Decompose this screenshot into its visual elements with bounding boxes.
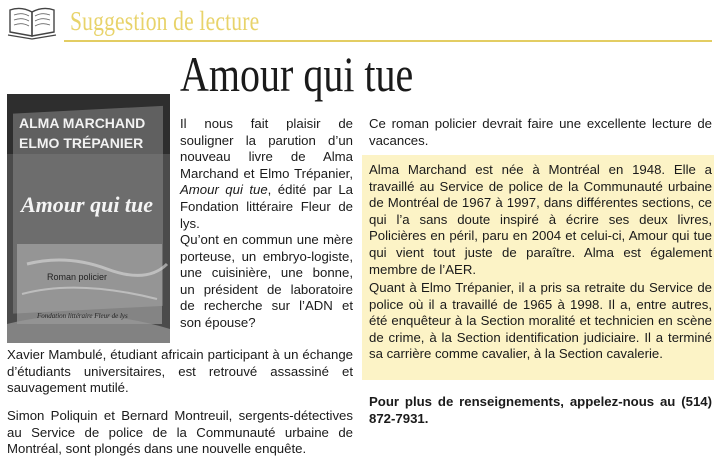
cover-publisher: Fondation littéraire Fleur de lys	[37, 312, 128, 320]
article-title: Amour qui tue	[180, 46, 414, 102]
contact-info: Pour plus de renseignements, appelez-nous au (514) 872-7931.	[369, 394, 712, 426]
cover-author-2: ELMO TRÉPANIER	[19, 135, 144, 151]
cover-title: Amour qui tue	[21, 192, 154, 217]
open-book-icon	[6, 2, 62, 40]
plot-paragraph-2: Simon Poliquin et Bernard Montreuil, sergents-détectives au Service de police de la Communauté urbaine de Montréal, sont plongés dans une nouvelle enquête.	[7, 408, 353, 457]
header-divider	[64, 40, 712, 42]
cover-genre: Roman policier	[47, 272, 108, 282]
question-paragraph: Qu’ont en commun une mère porteuse, un embryo-logiste, une cuisinière, une bonne, un président de laboratoire de recherche sur l’ADN et son épouse?	[180, 232, 353, 330]
bio-alma: Alma Marchand est née à Montréal en 1948. Elle a travaillé au Service de police de la Communauté urbaine de Montréal de 1967 à 1997, dans différentes sections, ce qui l’a sans doute inspiré à écrire ses deux livres, Policières en péril, paru en 2004 et celui-ci, Amour qui tue qui vient tout juste de paraître. Alma est également membre de l’AER.	[369, 162, 712, 277]
bio-elmo: Quant à Elmo Trépanier, il a pris sa retraite du Service de police où il a travaillé de 1965 à 1998. Il a, entre autres, été enquêteur à la Section moralité et technicien en scène de crime, à la Section identification judiciaire. Il a terminé sa carrière comme cavalier, à la Section cavalerie.	[369, 280, 712, 362]
section-header	[0, 0, 720, 48]
cover-author-1: ALMA MARCHAND	[19, 115, 146, 131]
intro-paragraph: Il nous fait plaisir de souligner la parution d’un nouveau livre de Alma Marchand et Elmo Trépanier, Amour qui tue, édité par La Fondation littéraire Fleur de lys.	[180, 116, 353, 231]
book-cover-photo	[7, 94, 170, 343]
section-label: Suggestion de lecture	[70, 6, 260, 36]
plot-paragraph-1: Xavier Mambulé, étudiant africain participant à un échange d’étudiants universitaires, est retrouvé assassiné et sauvagement mutilé.	[7, 347, 353, 396]
vacation-paragraph: Ce roman policier devrait faire une excellente lecture de vacances.	[369, 116, 712, 148]
